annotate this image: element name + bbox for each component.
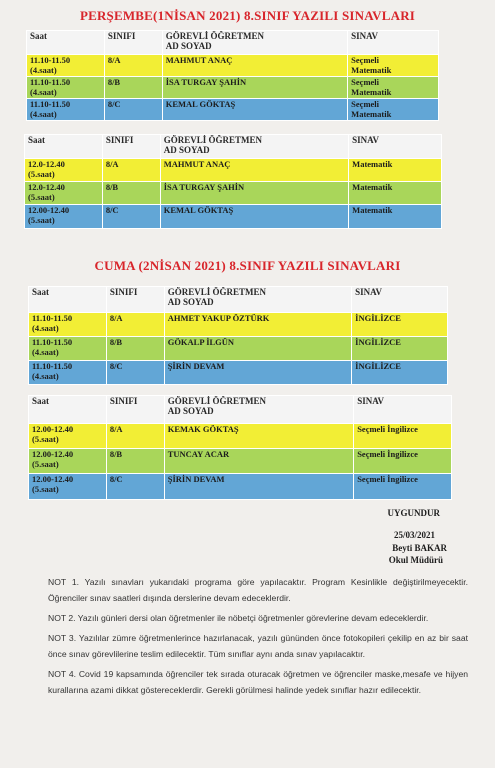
note-2: NOT 2. Yazılı günleri dersi olan öğretmenler ile nöbetçi öğretmenler görevlerine devam edeceklerdir. bbox=[48, 613, 429, 623]
cell-sinif: 8/C bbox=[106, 474, 164, 500]
header-saat: Saat bbox=[25, 135, 103, 159]
note-3: NOT 3. Yazılılar zümre öğretmenlerince hazırlanacak, yazılı gününden önce fotokopileri çekilip en az bir saat önce sınav görevlilerine teslim edilecektir. Tüm sınıflar aynı anda sınav yapılacaktır. bbox=[48, 633, 468, 659]
cell-saat: 12.00-12.40 (5.saat) bbox=[29, 474, 107, 500]
cell-sinav: Matematik bbox=[349, 205, 442, 229]
cell-ogretmen: GÖKALP İLGÜN bbox=[164, 337, 351, 361]
section-title-friday: CUMA (2NİSAN 2021) 8.SINIF YAZILI SINAVLARI bbox=[94, 258, 401, 273]
table-row bbox=[29, 361, 448, 385]
schedule-table-friday-2 bbox=[28, 395, 452, 500]
cell-sinav: Seçmeli Matematik bbox=[348, 55, 439, 77]
cell-sinif: 8/B bbox=[106, 337, 164, 361]
table-row bbox=[27, 77, 439, 99]
cell-ogretmen: KEMAL GÖKTAŞ bbox=[162, 99, 347, 121]
header-sinif: SINIFI bbox=[106, 287, 164, 313]
cell-ogretmen: İSA TURGAY ŞAHİN bbox=[162, 77, 347, 99]
schedule-table-thursday-2 bbox=[24, 134, 442, 229]
header-saat: Saat bbox=[27, 31, 105, 55]
cell-sinif: 8/C bbox=[104, 99, 162, 121]
table-row bbox=[29, 313, 448, 337]
header-ogretmen: GÖREVLİ ÖĞRETMEN AD SOYAD bbox=[162, 31, 347, 55]
cell-saat: 11.10-11.50 (4.saat) bbox=[27, 55, 105, 77]
cell-sinav: Matematik bbox=[349, 159, 442, 182]
cell-sinav: Seçmeli İngilizce bbox=[354, 474, 452, 500]
cell-sinif: 8/C bbox=[102, 205, 160, 229]
table-header-row bbox=[29, 287, 448, 313]
table-row bbox=[25, 205, 442, 229]
table-row bbox=[27, 55, 439, 77]
table-header-row bbox=[29, 396, 452, 424]
approval-status: UYGUNDUR bbox=[387, 508, 440, 518]
header-sinif: SINIFI bbox=[104, 31, 162, 55]
schedule-table-friday-1 bbox=[28, 286, 448, 385]
table-row bbox=[25, 159, 442, 182]
table-row bbox=[29, 337, 448, 361]
cell-ogretmen: ŞİRİN DEVAM bbox=[164, 361, 351, 385]
cell-saat: 12.00-12.40 (5.saat) bbox=[29, 449, 107, 474]
cell-sinav: Seçmeli İngilizce bbox=[354, 449, 452, 474]
cell-saat: 11.10-11.50 (4.saat) bbox=[29, 361, 107, 385]
section-title-thursday: PERŞEMBE(1NİSAN 2021) 8.SINIF YAZILI SINAVLARI bbox=[79, 8, 416, 23]
cell-saat: 12.00-12.40 (5.saat) bbox=[25, 205, 103, 229]
cell-sinif: 8/B bbox=[102, 182, 160, 205]
cell-sinif: 8/A bbox=[106, 424, 164, 449]
header-sinav: SINAV bbox=[354, 396, 452, 424]
cell-ogretmen: MAHMUT ANAÇ bbox=[162, 55, 347, 77]
cell-saat: 12.00-12.40 (5.saat) bbox=[29, 424, 107, 449]
cell-sinav: İNGİLİZCE bbox=[352, 313, 448, 337]
cell-sinif: 8/B bbox=[106, 449, 164, 474]
cell-ogretmen: KEMAL GÖKTAŞ bbox=[160, 205, 348, 229]
cell-sinav: Seçmeli İngilizce bbox=[354, 424, 452, 449]
header-ogretmen: GÖREVLİ ÖĞRETMEN AD SOYAD bbox=[164, 396, 353, 424]
header-sinav: SINAV bbox=[349, 135, 442, 159]
schedule-table-thursday-1 bbox=[26, 30, 439, 121]
header-saat: Saat bbox=[29, 287, 107, 313]
cell-sinav: İNGİLİZCE bbox=[352, 361, 448, 385]
cell-ogretmen: ŞİRİN DEVAM bbox=[164, 474, 353, 500]
table-header-row bbox=[25, 135, 442, 159]
table-row bbox=[25, 182, 442, 205]
cell-saat: 11.10-11.50 (4.saat) bbox=[29, 313, 107, 337]
header-ogretmen: GÖREVLİ ÖĞRETMEN AD SOYAD bbox=[164, 287, 351, 313]
cell-sinav: Seçmeli Matematik bbox=[348, 99, 439, 121]
cell-sinav: Matematik bbox=[349, 182, 442, 205]
approval-role: Okul Müdürü bbox=[388, 555, 443, 565]
table-row bbox=[29, 424, 452, 449]
header-sinav: SINAV bbox=[348, 31, 439, 55]
table-row bbox=[27, 99, 439, 121]
cell-sinif: 8/B bbox=[104, 77, 162, 99]
cell-ogretmen: TUNCAY ACAR bbox=[164, 449, 353, 474]
table-row bbox=[29, 474, 452, 500]
cell-sinav: Seçmeli Matematik bbox=[348, 77, 439, 99]
notes-section bbox=[48, 574, 468, 702]
header-saat: Saat bbox=[29, 396, 107, 424]
cell-saat: 11.10-11.50 (4.saat) bbox=[29, 337, 107, 361]
header-sinif: SINIFI bbox=[106, 396, 164, 424]
cell-sinav: İNGİLİZCE bbox=[352, 337, 448, 361]
table-header-row bbox=[27, 31, 439, 55]
cell-ogretmen: AHMET YAKUP ÖZTÜRK bbox=[164, 313, 351, 337]
cell-saat: 11.10-11.50 (4.saat) bbox=[27, 99, 105, 121]
note-1: NOT 1. Yazılı sınavları yukarıdaki programa göre yapılacaktır. Program Kesinlikle değiştirilmeyecektir. Öğrenciler sınav saatleri dışında derslerine devam edeceklerdir. bbox=[48, 577, 468, 603]
note-4: NOT 4. Covid 19 kapsamında öğrenciler tek sırada oturacak öğretmen ve öğrenciler maske,mesafe ve hijyen kurallarına azami dikkat göstereceklerdir. Gerekli görülmesi halinde yedek sınıflar hazır edilecektir. bbox=[48, 669, 468, 695]
cell-saat: 12.0-12.40 (5.saat) bbox=[25, 182, 103, 205]
header-ogretmen: GÖREVLİ ÖĞRETMEN AD SOYAD bbox=[160, 135, 348, 159]
cell-ogretmen: MAHMUT ANAÇ bbox=[160, 159, 348, 182]
cell-sinif: 8/C bbox=[106, 361, 164, 385]
cell-ogretmen: KEMAK GÖKTAŞ bbox=[164, 424, 353, 449]
header-sinav: SINAV bbox=[352, 287, 448, 313]
approval-name: Beyti BAKAR bbox=[392, 543, 447, 553]
cell-ogretmen: İSA TURGAY ŞAHİN bbox=[160, 182, 348, 205]
table-row bbox=[29, 449, 452, 474]
header-sinif: SINIFI bbox=[102, 135, 160, 159]
cell-saat: 11.10-11.50 (4.saat) bbox=[27, 77, 105, 99]
cell-sinif: 8/A bbox=[106, 313, 164, 337]
cell-sinif: 8/A bbox=[104, 55, 162, 77]
cell-sinif: 8/A bbox=[102, 159, 160, 182]
cell-saat: 12.0-12.40 (5.saat) bbox=[25, 159, 103, 182]
approval-date: 25/03/2021 bbox=[393, 530, 435, 540]
